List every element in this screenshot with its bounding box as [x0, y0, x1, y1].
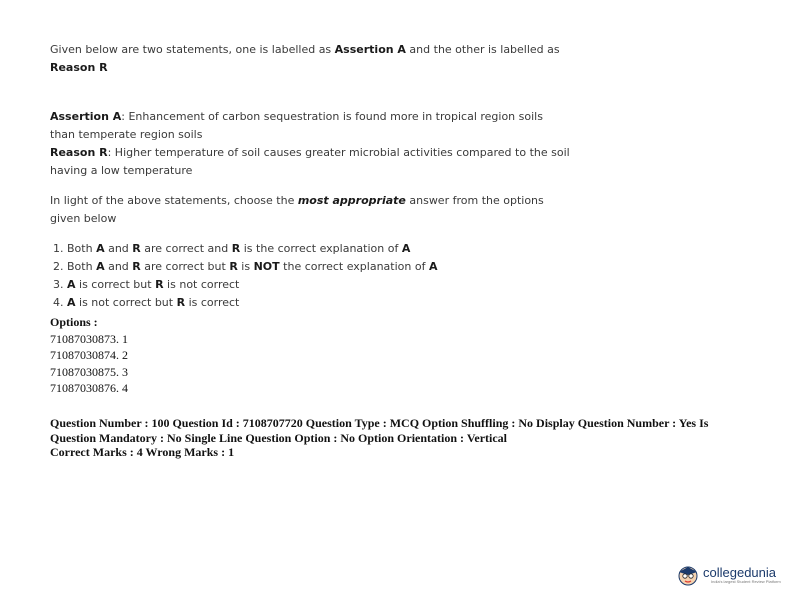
instruction-text-2: answer from the options — [405, 194, 544, 207]
choice-bold: R — [231, 242, 241, 255]
assertion-statement — [50, 108, 570, 144]
choice-text: and — [104, 242, 133, 255]
options-heading: Options : — [50, 315, 98, 329]
choice-text: is not correct but — [75, 296, 177, 309]
instruction-text: In light of the above statements, choose the — [50, 194, 298, 207]
reason-text: : Higher temperature of soil causes greater microbial activities compared to the soil — [107, 146, 570, 159]
choice-text: is correct — [185, 296, 240, 309]
choice-2 — [53, 258, 437, 276]
intro-paragraph — [50, 41, 560, 77]
choice-text: Both — [67, 242, 97, 255]
choice-bold: NOT — [253, 260, 280, 273]
mascot-icon — [676, 563, 700, 587]
choice-bold: A — [96, 242, 105, 255]
choice-text: are correct and — [140, 242, 232, 255]
reason-label-intro: Reason R — [50, 61, 108, 74]
choice-bold: R — [132, 260, 141, 273]
instruction-emphasis: most appropriate — [297, 194, 406, 207]
question-metadata — [50, 416, 750, 460]
choice-text: is the correct explanation of — [240, 242, 402, 255]
assertion-text-2: than temperate region soils — [50, 128, 203, 141]
choice-bold: A — [401, 242, 411, 255]
option-item: 71087030876. 4 — [50, 381, 128, 395]
metadata-line-3: Correct Marks : 4 Wrong Marks : 1 — [50, 445, 235, 459]
choice-list — [53, 240, 437, 312]
choice-number: 2. — [53, 260, 64, 273]
choice-bold: A — [67, 296, 76, 309]
collegedunia-logo — [676, 563, 781, 587]
instruction-text-3: given below — [50, 212, 117, 225]
choice-text: and — [104, 260, 133, 273]
choice-number: 4. — [53, 296, 64, 309]
choice-bold: R — [229, 260, 238, 273]
choice-number: 3. — [53, 278, 64, 291]
assertion-text: : Enhancement of carbon sequestration is found more in tropical region soils — [121, 110, 543, 123]
choice-number: 1. — [53, 242, 64, 255]
reason-label: Reason R — [50, 146, 108, 159]
choice-text: is — [237, 260, 254, 273]
option-item: 71087030875. 3 — [50, 364, 128, 379]
choice-text: the correct explanation of — [279, 260, 429, 273]
intro-text-2: and the other is labelled as — [405, 43, 560, 56]
reason-text-2: having a low temperature — [50, 164, 193, 177]
intro-text: Given below are two statements, one is labelled as — [50, 43, 335, 56]
choice-bold: A — [67, 278, 76, 291]
choice-text: is correct but — [75, 278, 156, 291]
option-item: 71087030874. 2 — [50, 348, 128, 362]
choice-bold: R — [155, 278, 164, 291]
metadata-line-1: Question Number : 100 Question Id : 7108707720 Question Type : MCQ Option Shuffling : No Display Question Number : Yes Is — [50, 416, 709, 430]
logo-name: collegedunia — [703, 565, 777, 580]
logo-tagline: India's largest Student Review Platform — [711, 579, 781, 584]
assertion-label-intro: Assertion A — [334, 43, 406, 56]
options-section — [50, 314, 128, 397]
assertion-label: Assertion A — [50, 110, 122, 123]
reason-statement — [50, 144, 570, 180]
choice-bold: A — [428, 260, 438, 273]
choice-text: is not correct — [163, 278, 240, 291]
choice-bold: R — [176, 296, 186, 309]
statements — [50, 108, 570, 180]
choice-text: Both — [67, 260, 97, 273]
choice-bold: A — [96, 260, 105, 273]
choice-3 — [53, 276, 437, 294]
choice-4 — [53, 294, 437, 312]
choice-1 — [53, 240, 437, 258]
instruction — [50, 192, 544, 228]
choice-text: are correct but — [140, 260, 230, 273]
choice-bold: R — [132, 242, 141, 255]
option-item: 71087030873. 1 — [50, 331, 128, 346]
metadata-line-2: Question Mandatory : No Single Line Question Option : No Option Orientation : Vertical — [50, 430, 508, 445]
